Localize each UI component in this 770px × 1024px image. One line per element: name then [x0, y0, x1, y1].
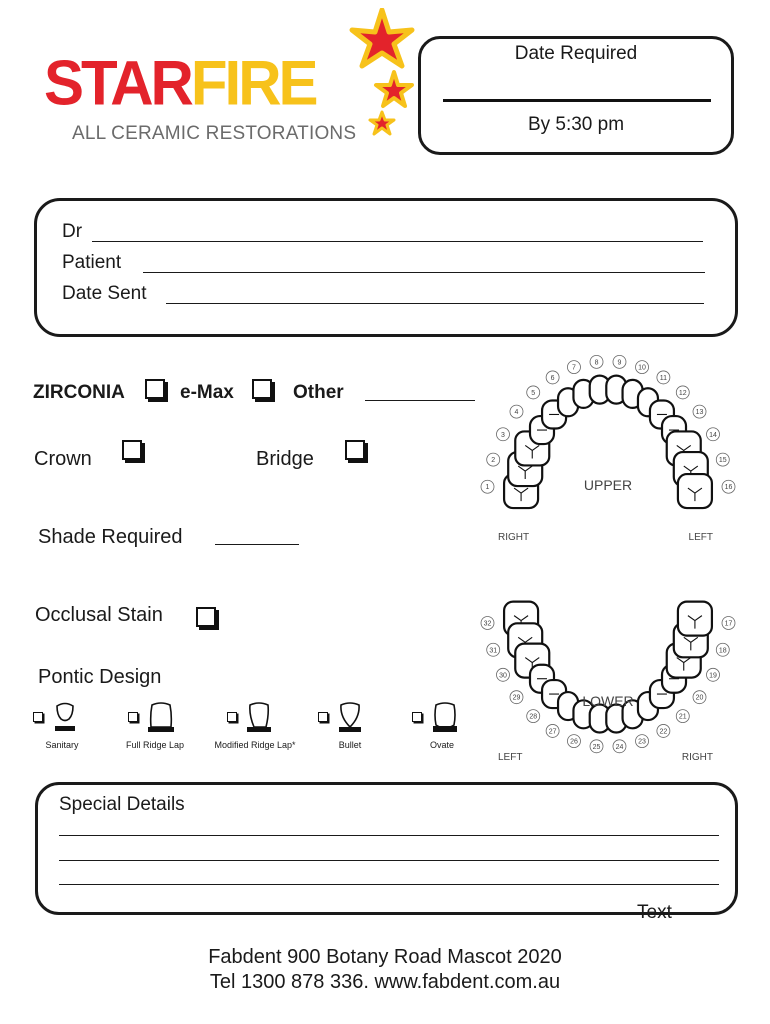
special-details-line-1[interactable]: [59, 835, 719, 836]
svg-text:3: 3: [501, 431, 505, 439]
bridge-label: Bridge: [256, 448, 314, 470]
svg-text:26: 26: [570, 738, 578, 746]
footer-address: Fabdent 900 Botany Road Mascot 2020: [208, 946, 562, 968]
svg-text:5: 5: [531, 389, 536, 397]
stars-icon: [340, 8, 420, 138]
special-details-line-3[interactable]: [59, 884, 719, 885]
pontic-bullet-label: Bullet: [338, 740, 362, 750]
tooth-number: [527, 386, 540, 399]
tooth-number: [481, 616, 494, 629]
dr-field[interactable]: [92, 241, 703, 242]
star-small-icon: [370, 112, 394, 134]
pontic-sanitary-label: Sanitary: [45, 740, 79, 750]
star-medium-icon: [376, 72, 412, 106]
shade-label: Shade Required: [38, 526, 183, 548]
tooth-number: [510, 405, 523, 418]
svg-text:18: 18: [718, 647, 727, 655]
svg-text:12: 12: [678, 389, 687, 397]
modified-ridge-lap-pontic-icon: [246, 701, 272, 733]
side-label-left: LEFT: [688, 532, 713, 543]
overflow-text-label: Text: [637, 902, 672, 923]
tooth-number: [567, 735, 580, 748]
tooth-number: [676, 386, 689, 399]
other-label: Other: [293, 382, 344, 403]
logo: [0, 0, 420, 160]
logo-star-text: STAR: [44, 47, 191, 119]
svg-text:25: 25: [592, 743, 601, 751]
tooth-number: [657, 724, 670, 737]
tooth-number: [546, 371, 559, 384]
tooth-number: [676, 710, 689, 723]
svg-text:11: 11: [659, 374, 668, 382]
svg-text:19: 19: [709, 672, 717, 680]
shade-field[interactable]: [215, 544, 299, 545]
sanitary-pontic-icon: [54, 701, 76, 733]
emax-checkbox[interactable]: [252, 379, 272, 399]
svg-text:7: 7: [572, 364, 576, 372]
special-details-line-2[interactable]: [59, 860, 719, 861]
svg-text:28: 28: [529, 713, 538, 721]
side-label-right: RIGHT: [498, 532, 530, 543]
tooth-number: [636, 361, 649, 374]
logo-tagline: ALL CERAMIC RESTORATIONS: [72, 123, 357, 144]
date-sent-label: Date Sent: [62, 283, 147, 304]
upper-label: UPPER: [583, 477, 633, 493]
crown-label: Crown: [34, 448, 92, 470]
logo-wordmark: [44, 47, 316, 119]
tooth-number: [481, 480, 494, 493]
tooth-number: [693, 405, 706, 418]
tooth-number: [496, 668, 509, 681]
tooth-number: [707, 428, 720, 441]
svg-text:2: 2: [491, 457, 496, 465]
svg-text:22: 22: [659, 728, 668, 736]
date-required-field[interactable]: [443, 99, 711, 102]
svg-text:17: 17: [724, 620, 733, 628]
tooth-number: [716, 643, 729, 656]
deadline-text: By 5:30 pm: [527, 114, 625, 135]
tooth-number: [657, 371, 670, 384]
svg-text:10: 10: [638, 364, 646, 372]
tooth-number: [567, 361, 580, 374]
pontic-modified-ridge-lap-checkbox[interactable]: [227, 712, 237, 722]
bullet-pontic-icon: [338, 701, 362, 733]
svg-text:32: 32: [483, 620, 492, 628]
ovate-pontic-icon: [432, 701, 458, 733]
dr-label: Dr: [62, 221, 83, 242]
svg-text:14: 14: [709, 431, 717, 439]
tooth-number: [590, 355, 603, 368]
svg-text:15: 15: [718, 457, 727, 465]
tooth-number: [546, 724, 559, 737]
patient-label: Patient: [62, 252, 122, 273]
tooth-number: [487, 643, 500, 656]
lower-label: LOWER: [582, 693, 634, 709]
tooth-number: [510, 691, 523, 704]
side-label-left: LEFT: [498, 752, 523, 763]
svg-text:23: 23: [638, 738, 646, 746]
footer-contact: Tel 1300 878 336. www.fabdent.com.au: [209, 971, 561, 993]
svg-text:30: 30: [499, 672, 507, 680]
tooth-number: [722, 616, 735, 629]
svg-text:6: 6: [550, 374, 555, 382]
pontic-sanitary-checkbox[interactable]: [33, 712, 43, 722]
patient-field[interactable]: [143, 272, 705, 273]
occlusal-stain-label: Occlusal Stain: [35, 604, 163, 626]
tooth-number: [613, 740, 626, 753]
svg-text:9: 9: [617, 359, 622, 367]
date-required-box: [418, 36, 734, 155]
tooth-number: [722, 480, 735, 493]
special-details-box: [35, 782, 738, 915]
pontic-design-label: Pontic Design: [38, 666, 162, 688]
side-label-right: RIGHT: [681, 752, 713, 763]
pontic-full-ridge-lap-label: Full Ridge Lap: [125, 740, 185, 750]
svg-text:4: 4: [514, 409, 519, 417]
zirconia-checkbox[interactable]: [145, 379, 165, 399]
svg-text:16: 16: [724, 484, 733, 492]
crown-checkbox[interactable]: [122, 440, 142, 460]
pontic-full-ridge-lap-checkbox[interactable]: [128, 712, 138, 722]
upper-tooth-chart: [478, 342, 738, 548]
special-details-label: Special Details: [59, 794, 185, 815]
tooth-number: [487, 453, 500, 466]
tooth-number: [636, 735, 649, 748]
date-required-label: Date Required: [514, 43, 638, 64]
occlusal-stain-checkbox[interactable]: [196, 607, 216, 627]
svg-text:8: 8: [594, 359, 599, 367]
patient-info-box: [34, 198, 738, 337]
emax-label: e-Max: [180, 382, 234, 403]
tooth-shape: [678, 602, 712, 636]
date-sent-field[interactable]: [166, 303, 704, 304]
lower-tooth-chart: [478, 556, 738, 768]
other-field[interactable]: [365, 400, 475, 401]
tooth-number: [613, 355, 626, 368]
svg-text:21: 21: [678, 713, 687, 721]
svg-text:20: 20: [695, 694, 704, 702]
pontic-bullet-checkbox[interactable]: [318, 712, 328, 722]
svg-text:31: 31: [489, 647, 498, 655]
svg-text:29: 29: [512, 694, 521, 702]
pontic-modified-ridge-lap-label: Modified Ridge Lap*: [214, 740, 296, 750]
tooth-number: [590, 740, 603, 753]
tooth-number: [707, 668, 720, 681]
pontic-ovate-checkbox[interactable]: [412, 712, 422, 722]
svg-text:1: 1: [485, 484, 490, 492]
tooth-number: [527, 710, 540, 723]
tooth-number: [716, 453, 729, 466]
logo-fire-text: FIRE: [190, 47, 316, 119]
svg-text:24: 24: [615, 743, 624, 751]
svg-text:13: 13: [695, 409, 704, 417]
pontic-ovate-label: Ovate: [429, 740, 454, 750]
bridge-checkbox[interactable]: [345, 440, 365, 460]
full-ridge-lap-pontic-icon: [147, 701, 175, 733]
star-large-icon: [352, 10, 412, 66]
zirconia-label: ZIRCONIA: [33, 382, 125, 403]
tooth-shape: [678, 474, 712, 508]
tooth-number: [496, 428, 509, 441]
svg-text:27: 27: [548, 728, 557, 736]
tooth-number: [693, 691, 706, 704]
